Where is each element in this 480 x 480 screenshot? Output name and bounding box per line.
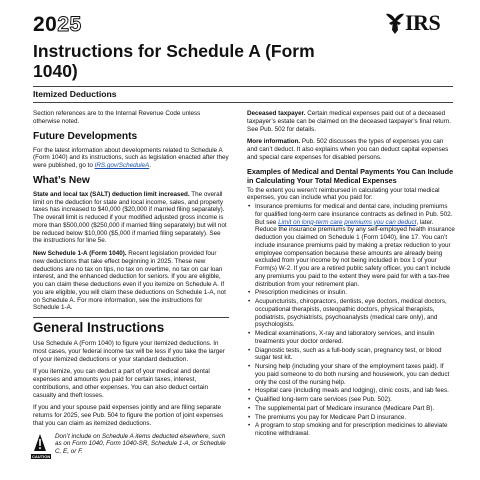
left-column [33,110,229,467]
form-year [33,14,82,35]
salt-lead: State and local tax (SALT) deduction limit increased. [33,190,190,198]
general-instructions-heading: General Instructions [33,317,229,335]
deceased-paragraph: Deceased taxpayer. Certain medical expenses paid out of a deceased taxpayer’s estate can be claimed on the deceased taxpayer’s final return. See Pub. 502 for details. [247,110,451,133]
salt-paragraph: State and local tax (SALT) deduction limit increased. The overall limit on the deduction for state and local income, sales, and property taxes has increased to $40,000 ($20,000 if married filing separately). The overall limit is reduced if your modified adjusted gross income is more than $500,000 ($250,000 if married filing separately) but will not be reduced below $10,000 ($5,000 if married filing separately). See the instructions for line 5e. [33,190,227,245]
general-paragraph-1: Use Schedule A (Form 1040) to figure your itemized deductions. In most cases, your federal income tax will be less if you take the larger of your itemized deductions or your standard deduction. [33,340,225,363]
whats-new-heading: What’s New [33,174,90,186]
list-item: • Nursing help (including your share of the employment taxes paid). If you paid someone to do both nursing and housework, you can deduct only the cost of the nursing help. [247,363,455,386]
future-developments-text: For the latest information about developments related to Schedule A (Form 1040) and its instructions, such as legislation enacted after they were published, go to IRS.gov/ScheduleA. [33,146,229,169]
caution-text: Don’t include on Schedule A items deducted elsewhere, such as on Form 1040, Form 1040-SR, Schedule 1-A, or Schedule C, E, or F. [55,432,226,455]
examples-intro: To the extent you weren’t reimbursed in calculating your total medical expenses, you can include what you paid for: [247,186,440,202]
right-column [247,110,455,439]
year-solid: 20 [33,13,58,36]
schedule-1a-paragraph: New Schedule 1-A (Form 1040). Recent legislation provided four new deductions that take effect beginning in 2025. These new deductions are no tax on tips, no tax on overtime, no tax on car loan interest, and the enhanced deduction for seniors. If you are eligible, you can claim these deductions even if you itemize on Schedule A. If you are eligible, you will claim these deductions on Schedule 1-A, not on Schedule A. For more information, see the instructions for Schedule 1-A. [33,250,226,312]
list-item: • Insurance premiums for medical and dental care, including premiums for qualified long-term care insurance contracts as defined in Pub. 502. But see Limit on long-term care premiums you can deduct, later. Reduce the insurance premiums by any self-employed health insurance deduction you claimed on Schedule 1 (Form 1040), line 17. You can’t include insurance premiums paid by making a pretax reduction to your employee compensation because these amounts are already being excluded from your income by not being included in box 1 of your Form(s) W-2. If you are a retired public safety officer, you can’t include any premiums you paid to the extent they were paid for with a tax-free distribution from your retirement plan. [247,203,455,288]
year-outline: 25 [57,13,82,36]
list-item: • Medical examinations, X-ray and laboratory services, and insulin treatments your doctor ordered. [247,330,455,346]
medical-expense-list [247,203,455,438]
list-item: • The supplemental part of Medicare insurance (Medicare Part B). [247,405,455,413]
list-item: • Acupuncturists, chiropractors, dentists, eye doctors, medical doctors, occupational therapists, osteopathic doctors, physical therapists, podiatrists, psychiatrists, psychoanalysts (medical care only), and psychologists. [247,298,455,329]
general-paragraph-3: If you and your spouse paid expenses jointly and are filing separate returns for 2025, see Pub. 504 to figure the portion of joint expenses that you can claim as itemized deductions. [33,404,224,427]
subtitle-bar [33,86,453,103]
list-item: • Hospital care (including meals and lodging), clinic costs, and lab fees. [247,387,455,395]
caution-icon [33,433,47,453]
more-info-lead: More information. [247,138,301,146]
list-item: • Qualified long-term care services (see Pub. 502). [247,396,455,404]
future-developments-heading: Future Developments [33,130,138,142]
page-subtitle: Itemized Deductions [33,89,117,99]
schedule-1a-lead: New Schedule 1-A (Form 1040). [33,250,127,257]
examples-heading: Examples of Medical and Dental Payments You Can Include in Calculating Your Total Medical Expenses [247,166,454,185]
deceased-lead: Deceased taxpayer. [247,110,306,117]
list-item: • The premiums you pay for Medicare Part D insurance. [247,414,455,422]
logo-text: IRS [405,10,441,35]
caution-note [33,433,229,467]
general-paragraph-2: If you itemize, you can deduct a part of your medical and dental expenses and amounts you paid for certain taxes, interest, contributions, and other expenses. You can also deduct certain casualty and theft losses. [33,368,210,399]
list-item: • Prescription medicines or insulin. [247,289,455,297]
long-term-care-link[interactable]: Limit on long-term care premiums you can deduct [278,218,417,226]
irs-logo [383,10,453,36]
schedule-a-link[interactable]: IRS.gov/ScheduleA [94,162,150,169]
list-item: • A program to stop smoking and for prescription medicines to alleviate nicotine withdrawal. [247,422,455,438]
eagle-icon [383,10,407,36]
caution-label: CAUTION [32,453,51,459]
page-title: Instructions for Schedule A (Form 1040) [33,41,315,81]
list-item: • Diagnostic tests, such as a full-body scan, pregnancy test, or blood sugar test kit. [247,347,455,363]
intro-text: Section references are to the Internal Revenue Code unless otherwise noted. [33,110,201,125]
more-info-paragraph: More information. Pub. 502 discusses the types of expenses you can and can’t deduct. It also explains when you can deduct capital expenses and special care expenses for disabled persons. [247,138,449,161]
